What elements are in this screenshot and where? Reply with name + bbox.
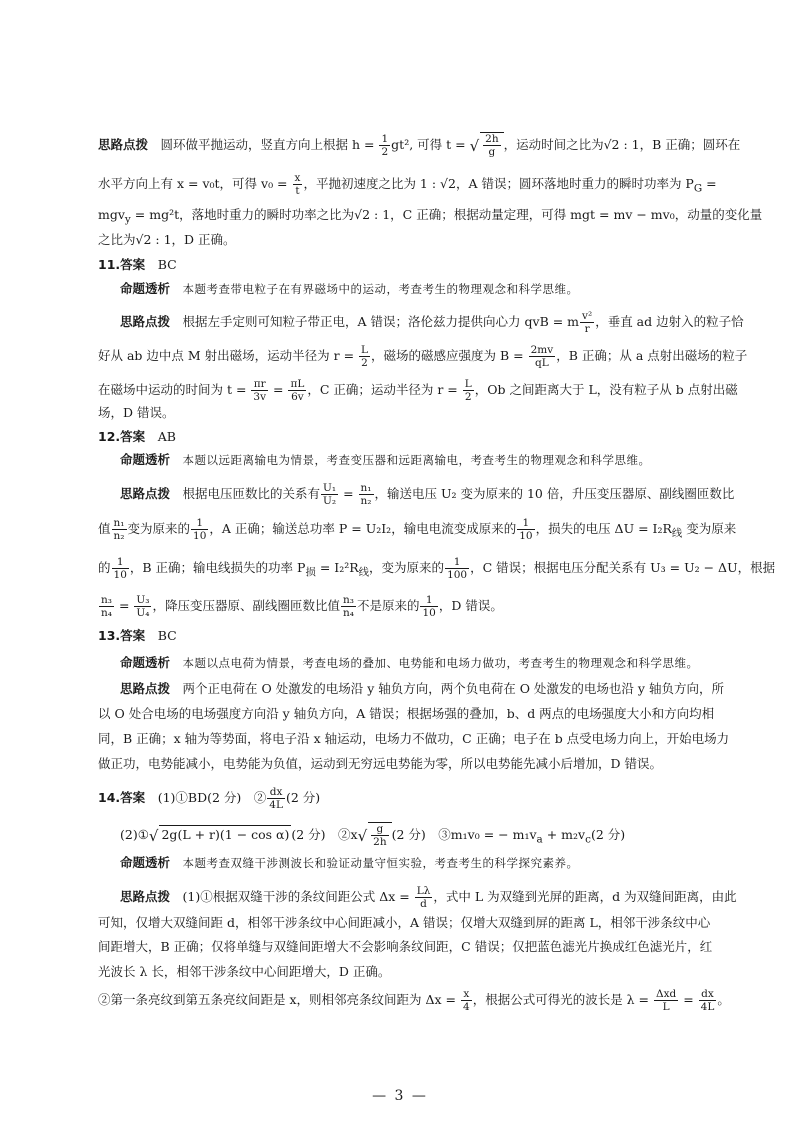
q14-line-2: 可知，仅增大双缝间距 d，相邻干涉条纹中心间距减小，A 错误；仅增大双缝到屏的距离 L，相邻干涉条纹中心 bbox=[98, 915, 711, 930]
fraction: $\frac{dx}{4L}$ bbox=[700, 988, 715, 1013]
q10-line-1: 思路点拨 圆环做平抛运动，竖直方向上根据 h = $\frac{1}{2}$ gt², 可得 t = √ $\frac{2h}{g}$ ，运动时间之比为√2 : 1，B 正确；圆环在 bbox=[98, 133, 741, 158]
q13-line-2: 以 O 处合电场的电场强度方向沿 y 轴负方向，A 错误；根据场强的叠加，b、d 两点的电场强度大小和方向均相 bbox=[98, 706, 715, 721]
fraction: $\frac{\text{U₃}}{\text{U₄}}$ bbox=[136, 594, 150, 619]
q12-line-2: 值 $\frac{\text{n₁}}{\text{n₂}}$ 变为原来的 $\frac{1}{10}$ ，A 正确；输送总功率 P = U₂I₂，输电电流变成原来的 $\frac{1}{10}$ ，损失的电压 $\Delta U = I_2R_线$ 变为原来 bbox=[98, 517, 737, 542]
fraction: $\frac{2h}{g}$ bbox=[485, 133, 499, 158]
fraction: $\frac{\text{v²}}{r}$ bbox=[582, 310, 593, 335]
q12-line-4: $\frac{\text{n₃}}{\text{n₄}}$ = $\frac{\text{U₃}}{\text{U₄}}$ ，降压变压器原、副线圈匝数比值 $\frac{\text{n₃}}{\text{n₄}}$ 不是原来的 $\frac{1}{10}$ ，D 错误。 bbox=[101, 594, 503, 619]
fraction: $\frac{L\lambda}{d}$ bbox=[416, 885, 431, 910]
q12-line-1: 思路点拨 根据电压匝数比的关系有 $\frac{\text{U₁}}{\text{U₂}}$ = $\frac{\text{n₁}}{\text{n₂}}$ ，输送电压 U₂ 变为原来的 10 倍，升压变压器原、副线圈匝数比 bbox=[120, 482, 735, 507]
q10-line-3: mgv$_y$ = mg²t，落地时重力的瞬时功率之比为√2 : 1，C 正确；根据动量定理，可得 mgt = mv − mv₀，动量的变化量 bbox=[98, 207, 763, 226]
q13-line-4: 做正功，电势能减小，电势能为负值，运动到无穷远电势能为零，所以电势能先减小后增加，D 错误。 bbox=[98, 756, 662, 771]
q14-line-1: 思路点拨 (1)①根据双缝干涉的条纹间距公式 Δx = $\frac{L\lambda}{d}$ ，式中 L 为双缝到光屏的距离，d 为双缝间距离，由此 bbox=[120, 885, 737, 910]
q11-intent: 命题透析 本题考查带电粒子在有界磁场中的运动，考查考生的物理观念和科学思维。 bbox=[120, 281, 579, 296]
q14-line-4: 光波长 λ 长，相邻干涉条纹中心间距增大，D 正确。 bbox=[98, 964, 391, 979]
q12-intent: 命题透析 本题以远距离输电为情景，考查变压器和远距离输电，考查考生的物理观念和科学思维。 bbox=[120, 452, 651, 467]
q11-line-1: 思路点拨 根据左手定则可知粒子带正电，A 错误；洛伦兹力提供向心力 qvB = m $\frac{\text{v²}}{r}$ ，垂直 ad 边射入的粒子恰 bbox=[120, 310, 744, 335]
page-number: — 3 — bbox=[372, 1088, 428, 1104]
fraction: $\frac{1}{10}$ bbox=[193, 517, 207, 542]
q14-intent: 命题透析 本题考查双缝干涉测波长和验证动量守恒实验，考查考生的科学探究素养。 bbox=[120, 855, 579, 870]
fraction: $\frac{2mv}{qL}$ bbox=[530, 344, 554, 369]
q14-line-3: 间距增大，B 正确；仅将单缝与双缝间距增大不会影响条纹间距，C 错误；仅把蓝色滤光片换成红色滤光片，红 bbox=[98, 939, 713, 954]
fraction: $\frac{g}{2h}$ bbox=[373, 823, 387, 848]
q14-line-5: ②第一条亮纹到第五条亮纹间距是 x，则相邻亮条纹间距为 Δx = $\frac{x}{4}$ ，根据公式可得光的波长是 λ = $\frac{\text{Δxd}}{L}$ = $\frac{dx}{4L}$ 。 bbox=[98, 988, 730, 1013]
q12-line-3: 的 $\frac{1}{10}$ ，B 正确；输电线损失的功率 $P_损 = I_2^2R_线$，变为原来的 $\frac{1}{100}$ ，C 错误；根据电压分配关系有 U₃ = U₂ − ΔU，根据 bbox=[98, 556, 776, 581]
q11-answer: 11.答案 BC bbox=[98, 257, 177, 272]
fraction: $\frac{L}{2}$ bbox=[361, 344, 369, 369]
fraction: $\frac{\text{n₁}}{\text{n₂}}$ bbox=[360, 482, 372, 507]
fraction: $\frac{1}{2}$ bbox=[381, 133, 389, 158]
fraction: $\frac{\text{U₁}}{\text{U₂}}$ bbox=[323, 482, 337, 507]
q14-answer-2: (2)①√ 2g(L + r)(1 − cos α) (2 分) ②x√ $\frac{g}{2h}$ (2 分) ③m₁v₀ = − $m_1v_a + m_2v_c(2$ 分) bbox=[120, 823, 626, 848]
q14-answer-1: 14.答案 (1)①BD(2 分) ② $\frac{dx}{4L}$ (2 分) bbox=[98, 786, 321, 811]
q10-label: 思路点拨 bbox=[98, 137, 149, 152]
fraction: $\frac{\pi L}{6v}$ bbox=[290, 378, 305, 403]
q11-line-4: 场，D 错误。 bbox=[98, 405, 175, 420]
q11-line-3: 在磁场中运动的时间为 t = $\frac{\pi r}{3v}$ = $\frac{\pi L}{6v}$ ，C 正确；运动半径为 r = $\frac{L}{2}$ ，Ob 之间距离大于 L，没有粒子从 b 点射出磁 bbox=[98, 378, 738, 403]
fraction: $\frac{\pi r}{3v}$ bbox=[253, 378, 267, 403]
fraction: $\frac{x}{4}$ bbox=[463, 988, 470, 1013]
q13-intent: 命题透析 本题以点电荷为情景，考查电场的叠加、电势能和电场力做功，考查考生的物理观念和科学思维。 bbox=[120, 655, 699, 670]
q10-line-2: 水平方向上有 x = v₀t，可得 v₀ = $\frac{x}{t}$ ，平抛初速度之比为 1 : √2，A 错误；圆环落地时重力的瞬时功率为 $P_G$ = bbox=[98, 172, 717, 197]
fraction: $\frac{\text{n₁}}{\text{n₂}}$ bbox=[113, 517, 125, 542]
fraction: $\frac{1}{10}$ bbox=[113, 556, 127, 581]
fraction: $\frac{1}{10}$ bbox=[422, 594, 436, 619]
q13-line-3: 同，B 正确；x 轴为等势面，将电子沿 x 轴运动，电场力不做功，C 正确；电子在 b 点受电场力向上，开始电场力 bbox=[98, 731, 730, 746]
fraction: $\frac{\text{n₃}}{\text{n₄}}$ bbox=[101, 594, 112, 619]
fraction: $\frac{x}{t}$ bbox=[294, 172, 301, 197]
q13-line-1: 思路点拨 两个正电荷在 O 处激发的电场沿 y 轴负方向，两个负电荷在 O 处激发的电场也沿 y 轴负方向，所 bbox=[120, 681, 724, 696]
fraction: $\frac{1}{100}$ bbox=[447, 556, 468, 581]
q10-line-4: 之比为√2 : 1，D 正确。 bbox=[98, 232, 236, 247]
fraction: $\frac{dx}{4L}$ bbox=[269, 786, 283, 811]
fraction: $\frac{1}{10}$ bbox=[519, 517, 533, 542]
q14-answer-2-tail: (2 分) ③m₁v₀ = − $m_1v_a + m_2v_c(2$ 分) bbox=[391, 827, 626, 846]
fraction: $\frac{L}{2}$ bbox=[464, 378, 472, 403]
q11-line-2: 好从 ab 边中点 M 射出磁场，运动半径为 r = $\frac{L}{2}$ ，磁场的磁感应强度为 B = $\frac{2mv}{qL}$ ，B 正确；从 a 点射出磁场的粒子 bbox=[98, 344, 748, 369]
fraction: $\frac{\text{Δxd}}{L}$ bbox=[656, 988, 677, 1013]
q12-answer: 12.答案 AB bbox=[98, 429, 176, 444]
q13-answer: 13.答案 BC bbox=[98, 628, 177, 643]
fraction: $\frac{\text{n₃}}{\text{n₄}}$ bbox=[342, 594, 354, 619]
